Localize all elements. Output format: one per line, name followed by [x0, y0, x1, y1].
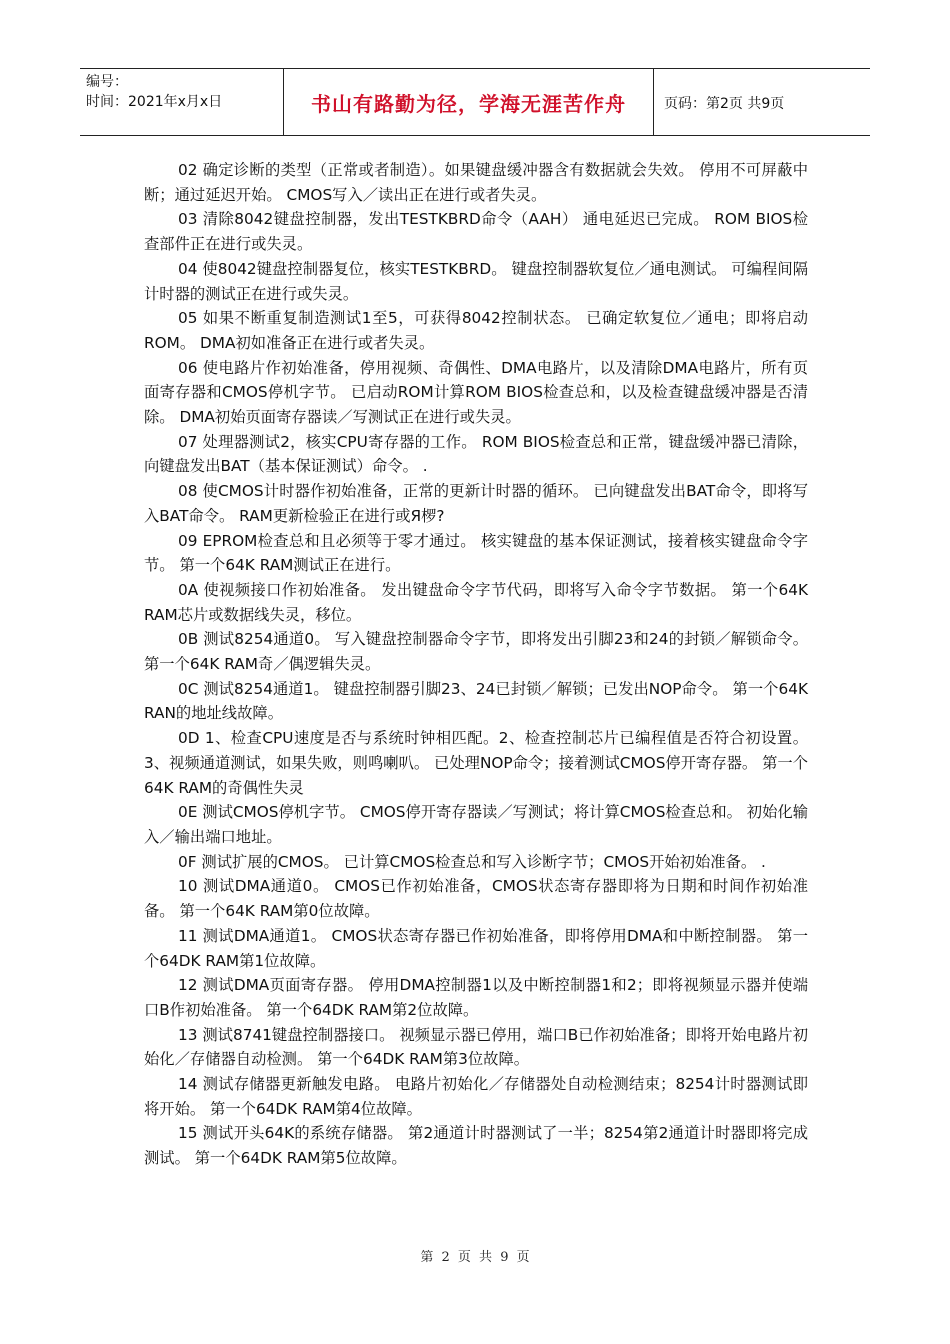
header-meta: [86, 72, 278, 112]
header-page-info: 页码：第2页 共9页: [664, 96, 785, 112]
paragraph: 14 测试存储器更新触发电路。 电路片初始化／存储器处自动检测结束；8254计时器测试即将开始。 第一个64DK RAM第4位故障。: [144, 1075, 808, 1118]
paragraph: 12 测试DMA页面寄存器。 停用DMA控制器1以及中断控制器1和2；即将视频显示器并使端口B作初始准备。 第一个64DK RAM第2位故障。: [144, 976, 808, 1019]
document-number-label: 编号：: [86, 74, 128, 90]
header-divider-right: [653, 69, 654, 135]
paragraph: 05 如果不断重复制造测试1至5，可获得8042控制状态。 已确定软复位／通电；即将启动ROM。 DMA初如准备正在进行或者失灵。: [144, 309, 808, 352]
paragraph: 13 测试8741键盘控制器接口。 视频显示器已停用，端口B已作初始准备；即将开始电路片初始化／存储器自动检测。 第一个64DK RAM第3位故障。: [144, 1025, 808, 1069]
paragraph: 06 使电路片作初始准备，停用视频、奇偶性、DMA电路片，以及清除DMA电路片，所有页面寄存器和CMOS停机字节。 已启动ROM计算ROM BIOS检查总和，以及检查键盘缓冲器是否清除。 DMA初始页面寄存器读／写测试正在进行或失灵。: [144, 358, 808, 427]
paragraph: 0E 测试CMOS停机字节。 CMOS停开寄存器读／写测试；将计算CMOS检查总和。 初始化输入／输出端口地址。: [144, 803, 808, 846]
page-footer: 第 2 页 共 9 页: [420, 1250, 530, 1265]
document-time-label: 时间：2021年x月x日: [86, 94, 223, 110]
paragraph: 04 使8042键盘控制器复位，核实TESTKBRD。 键盘控制器软复位／通电测试。 可编程间隔计时器的测试正在进行或失灵。: [144, 259, 808, 303]
paragraph: 07 处理器测试2，核实CPU寄存器的工作。 ROM BIOS检查总和正常，键盘缓冲器已清除，向键盘发出BAT（基本保证测试）命令。 .: [144, 432, 808, 476]
paragraph: 0F 测试扩展的CMOS。 已计算CMOS检查总和写入诊断字节；CMOS开始初始准备。 .: [178, 852, 766, 871]
header-slogan: 书山有路勤为径，学海无涯苦作舟: [311, 92, 626, 116]
paragraph: 02 确定诊断的类型（正常或者制造）。如果键盘缓冲器含有数据就会失效。 停用不可屏蔽中断；通过延迟开始。 CMOS写入／读出正在进行或者失灵。: [144, 161, 808, 204]
paragraph: 0B 测试8254通道0。 写入键盘控制器命令字节，即将发出引脚23和24的封锁／解锁命令。 第一个64K RAM奇／偶逻辑失灵。: [144, 630, 808, 674]
paragraph: 0C 测试8254通道1。 键盘控制器引脚23、24已封锁／解锁；已发出NOP命令。 第一个64K RAN的地址线故障。: [144, 679, 808, 723]
paragraph: 09 EPROM检查总和且必须等于零才通过。 核实键盘的基本保证测试，接着核实键盘命令字节。 第一个64K RAM测试正在进行。: [144, 531, 808, 575]
paragraph: 15 测试开头64K的系统存储器。 第2通道计时器测试了一半；8254第2通道计时器即将完成测试。 第一个64DK RAM第5位故障。: [144, 1124, 808, 1168]
paragraph: 11 测试DMA通道1。 CMOS状态寄存器已作初始准备，即将停用DMA和中断控制器。 第一个64DK RAM第1位故障。: [144, 926, 808, 970]
paragraph: 0D 1、检查CPU速度是否与系统时钟相匹配。2、检查控制芯片已编程值是否符合初设置。3、视频通道测试，如果失败，则鸣喇叭。 已处理NOP命令；接着测试CMOS停开寄存器。 第一个64K RAM的奇偶性失灵: [144, 729, 808, 797]
paragraph: 03 清除8042键盘控制器，发出TESTKBRD命令（AAH） 通电延迟已完成。 ROM BIOS检查部件正在进行或失灵。: [144, 210, 808, 254]
paragraph: 10 测试DMA通道0。 CMOS已作初始准备，CMOS状态寄存器即将为日期和时间作初始准备。 第一个64K RAM第0位故障。: [144, 877, 808, 921]
paragraph: 08 使CMOS计时器作初始准备，正常的更新计时器的循环。 已向键盘发出BAT命令，即将写入BAT命令。 RAM更新检验正在进行或Я椤?: [144, 482, 808, 525]
document-body: [144, 158, 808, 1171]
page-header: [80, 68, 870, 136]
paragraph: 0A 使视频接口作初始准备。 发出键盘命令字节代码，即将写入命令字节数据。 第一个64K RAM芯片或数据线失灵，移位。: [144, 580, 808, 624]
